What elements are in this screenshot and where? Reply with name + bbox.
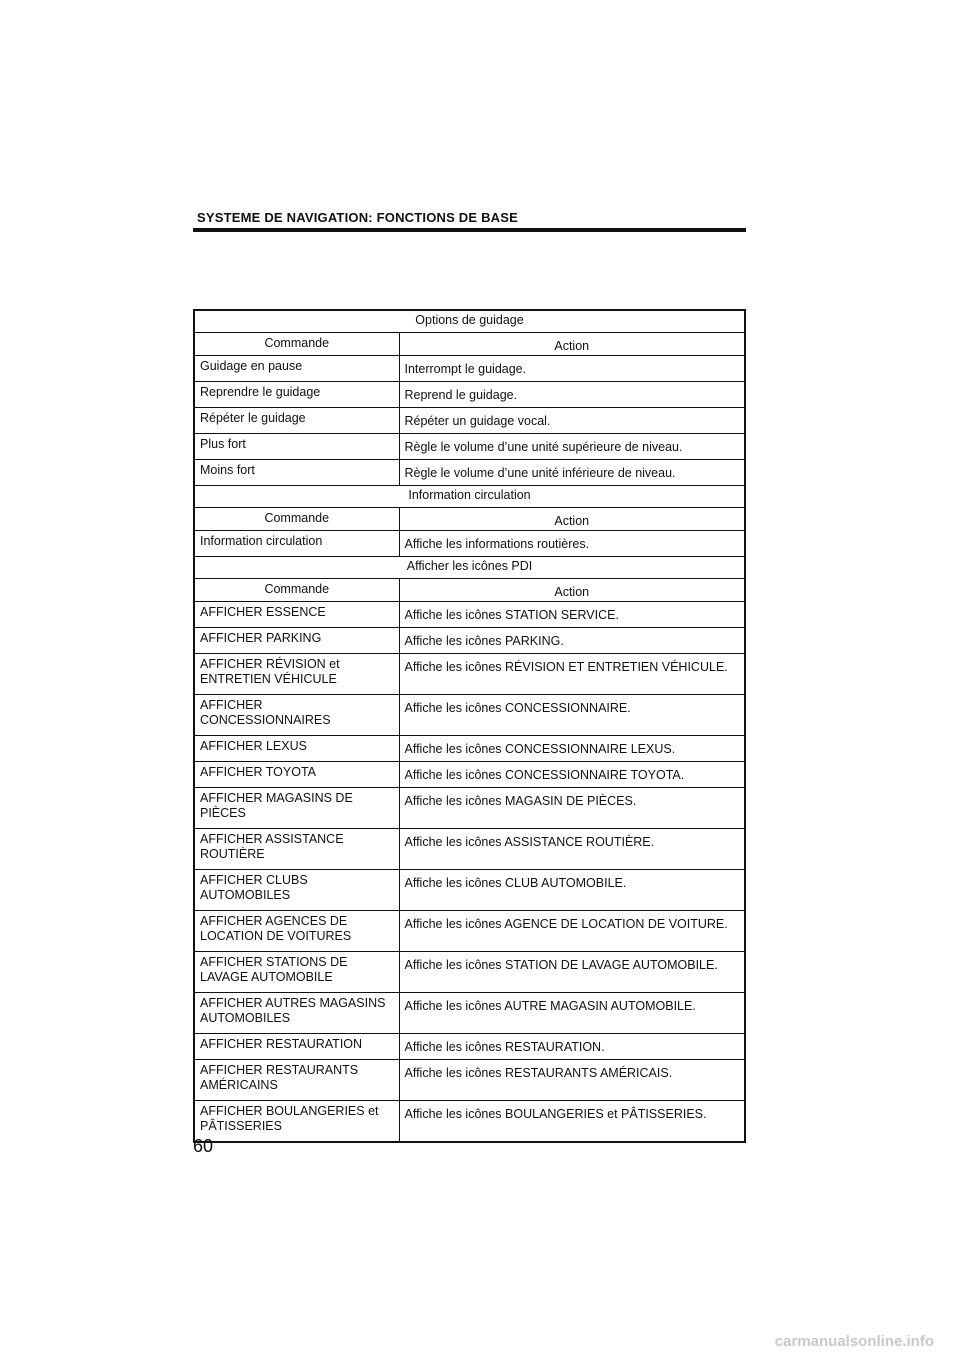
header-rule [193, 228, 746, 232]
table-row [194, 788, 745, 829]
section-header-row [194, 557, 745, 579]
page-number: 60 [193, 1136, 214, 1156]
section-title: Options de guidage [194, 310, 745, 333]
table-row [194, 695, 745, 736]
column-header-row [194, 508, 745, 531]
column-header-command: Commande [194, 579, 399, 602]
table-row [194, 952, 745, 993]
column-header-action: Action [399, 508, 745, 531]
action-cell: Affiche les icônes CONCESSIONNAIRE TOYOTA. [399, 762, 745, 788]
command-cell: AFFICHER PARKING [194, 628, 399, 654]
action-cell: Interrompt le guidage. [399, 356, 745, 382]
page-header-title: SYSTEME DE NAVIGATION: FONCTIONS DE BASE [197, 210, 518, 225]
action-cell: Affiche les informations routières. [399, 531, 745, 557]
action-cell: Règle le volume d’une unité supérieure de niveau. [399, 434, 745, 460]
action-cell: Affiche les icônes CONCESSIONNAIRE LEXUS. [399, 736, 745, 762]
action-cell: Répéter un guidage vocal. [399, 408, 745, 434]
table-row [194, 829, 745, 870]
action-cell: Affiche les icônes RESTAURATION. [399, 1034, 745, 1060]
action-cell: Affiche les icônes ASSISTANCE ROUTIÈRE. [399, 829, 745, 870]
command-cell: AFFICHER ESSENCE [194, 602, 399, 628]
command-cell: AFFICHER AUTRES MAGASINS AUTOMOBILES [194, 993, 399, 1034]
table-row [194, 460, 745, 486]
command-cell: Information circulation [194, 531, 399, 557]
action-cell: Affiche les icônes AGENCE DE LOCATION DE VOITURE. [399, 911, 745, 952]
action-cell: Affiche les icônes BOULANGERIES et PÂTISSERIES. [399, 1101, 745, 1143]
column-header-command: Commande [194, 333, 399, 356]
table-row [194, 531, 745, 557]
column-header-action: Action [399, 333, 745, 356]
command-cell: AFFICHER TOYOTA [194, 762, 399, 788]
command-cell: Moins fort [194, 460, 399, 486]
action-cell: Affiche les icônes MAGASIN DE PIÈCES. [399, 788, 745, 829]
table-row [194, 628, 745, 654]
column-header-command: Commande [194, 508, 399, 531]
command-cell: AFFICHER LEXUS [194, 736, 399, 762]
command-cell: AFFICHER AGENCES DE LOCATION DE VOITURES [194, 911, 399, 952]
section-title: Information circulation [194, 486, 745, 508]
action-cell: Affiche les icônes PARKING. [399, 628, 745, 654]
command-cell: Plus fort [194, 434, 399, 460]
section-header-row [194, 310, 745, 333]
table-row [194, 602, 745, 628]
command-cell: AFFICHER CONCESSIONNAIRES [194, 695, 399, 736]
table-row [194, 1060, 745, 1101]
table-row [194, 408, 745, 434]
command-cell: AFFICHER RESTAURANTS AMÉRICAINS [194, 1060, 399, 1101]
command-cell: AFFICHER STATIONS DE LAVAGE AUTOMOBILE [194, 952, 399, 993]
action-cell: Affiche les icônes AUTRE MAGASIN AUTOMOBILE. [399, 993, 745, 1034]
command-cell: AFFICHER ASSISTANCE ROUTIÈRE [194, 829, 399, 870]
table-row [194, 654, 745, 695]
table-row [194, 993, 745, 1034]
section-title: Afficher les icônes PDI [194, 557, 745, 579]
action-cell: Affiche les icônes STATION SERVICE. [399, 602, 745, 628]
table-row [194, 762, 745, 788]
table-row [194, 736, 745, 762]
command-cell: AFFICHER BOULANGERIES et PÂTISSERIES [194, 1101, 399, 1143]
voice-command-table [193, 309, 746, 1143]
table-row [194, 911, 745, 952]
command-cell: Guidage en pause [194, 356, 399, 382]
table-row [194, 870, 745, 911]
column-header-row [194, 579, 745, 602]
action-cell: Reprend le guidage. [399, 382, 745, 408]
table-row [194, 1101, 745, 1143]
table-row [194, 1034, 745, 1060]
command-cell: AFFICHER CLUBS AUTOMOBILES [194, 870, 399, 911]
table-row [194, 382, 745, 408]
column-header-row [194, 333, 745, 356]
command-cell: AFFICHER MAGASINS DE PIÈCES [194, 788, 399, 829]
watermark: carmanualsonline.info [774, 1333, 934, 1350]
action-cell: Règle le volume d’une unité inférieure de niveau. [399, 460, 745, 486]
column-header-action: Action [399, 579, 745, 602]
action-cell: Affiche les icônes RESTAURANTS AMÉRICAIS. [399, 1060, 745, 1101]
table-row [194, 434, 745, 460]
action-cell: Affiche les icônes STATION DE LAVAGE AUTOMOBILE. [399, 952, 745, 993]
table-row [194, 356, 745, 382]
section-header-row [194, 486, 745, 508]
command-cell: AFFICHER RESTAURATION [194, 1034, 399, 1060]
command-cell: Répéter le guidage [194, 408, 399, 434]
command-cell: Reprendre le guidage [194, 382, 399, 408]
action-cell: Affiche les icônes RÉVISION ET ENTRETIEN VÉHICULE. [399, 654, 745, 695]
command-cell: AFFICHER RÉVISION et ENTRETIEN VÉHICULE [194, 654, 399, 695]
action-cell: Affiche les icônes CONCESSIONNAIRE. [399, 695, 745, 736]
action-cell: Affiche les icônes CLUB AUTOMOBILE. [399, 870, 745, 911]
